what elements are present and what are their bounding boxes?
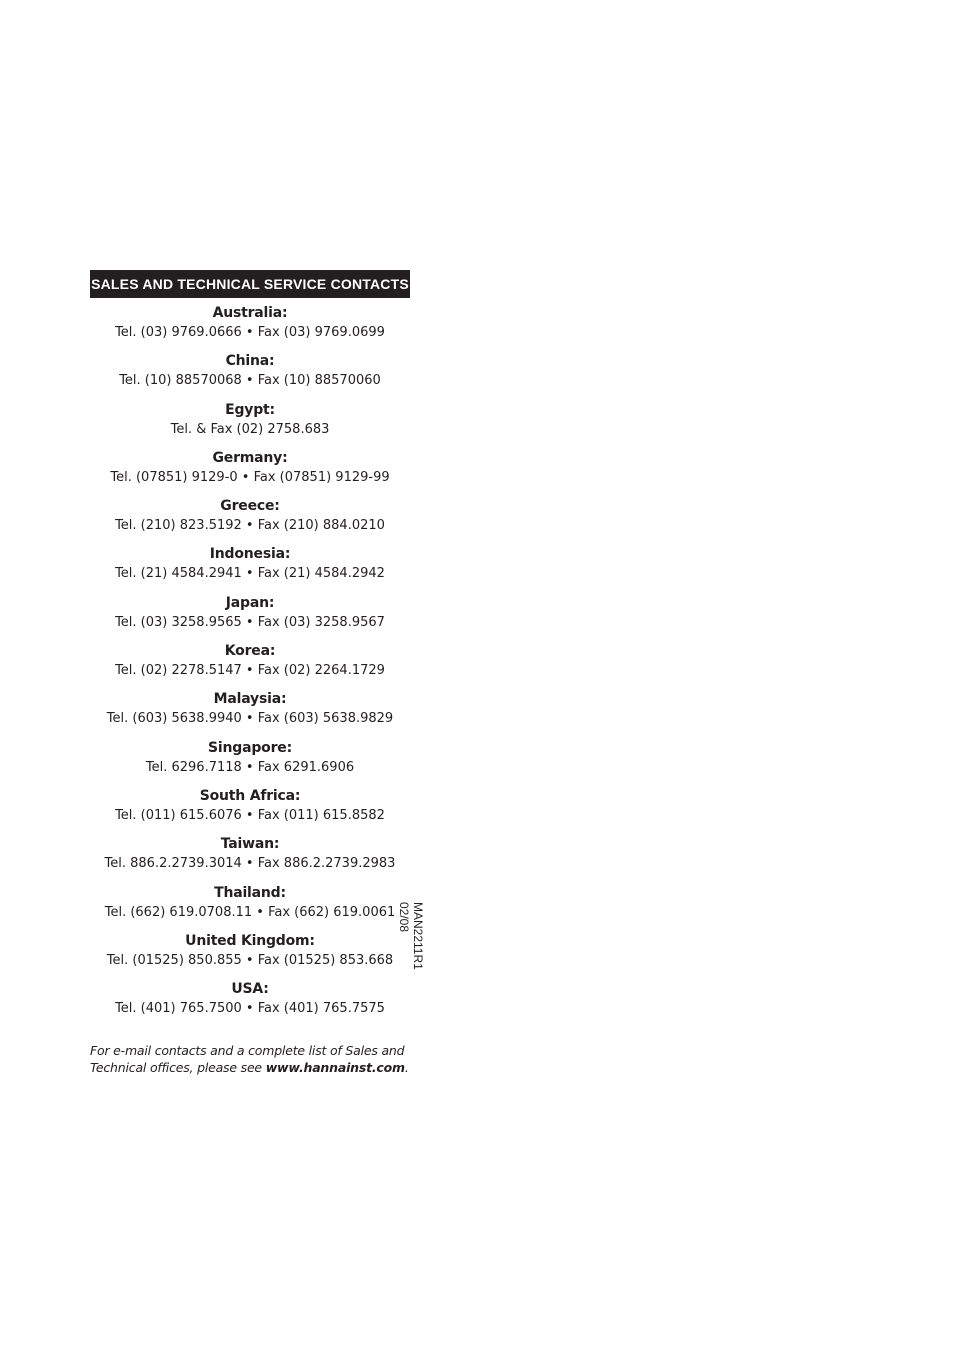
sales-contacts-block: [90, 270, 410, 1028]
contact-numbers: Tel. (03) 9769.0666 • Fax (03) 9769.0699: [115, 325, 385, 340]
footer-period: .: [404, 1060, 409, 1075]
contact-numbers: Tel. (662) 619.0708.11 • Fax (662) 619.0061: [104, 904, 396, 920]
contact-numbers: Tel. (10) 88570068 • Fax (10) 88570060: [119, 373, 381, 389]
country-name: China:: [225, 353, 275, 370]
contact-entry: [90, 642, 410, 690]
contact-numbers: Tel. & Fax (02) 2758.683: [170, 421, 330, 437]
contact-numbers: Tel. (603) 5638.9940 • Fax (603) 5638.9829: [106, 711, 394, 727]
contact-entry: [90, 690, 410, 738]
contact-entry: [90, 835, 410, 883]
country-name: United Kingdom:: [185, 932, 315, 949]
website-link[interactable]: www.hannainst.com: [265, 1060, 405, 1075]
contact-entry: [90, 304, 410, 352]
document-code: [393, 902, 425, 972]
contact-entry: [90, 980, 410, 1028]
country-name: Thailand:: [214, 884, 286, 901]
manual-code: MAN2211R1: [411, 902, 425, 970]
footer-text-line2: Technical offices, please see: [90, 1060, 266, 1075]
country-name: Japan:: [225, 594, 275, 611]
contact-list: [90, 304, 410, 1028]
contact-entry: [90, 787, 410, 835]
country-name: USA:: [231, 981, 269, 998]
contact-entry: [90, 352, 410, 400]
contact-numbers: Tel. (21) 4584.2941 • Fax (21) 4584.2942: [115, 566, 385, 582]
country-name: Taiwan:: [220, 836, 280, 853]
manual-date: 02/08: [397, 902, 411, 933]
contact-entry: [90, 449, 410, 497]
country-name: Korea:: [224, 643, 276, 660]
contact-numbers: Tel. (011) 615.6076 • Fax (011) 615.8582: [115, 807, 385, 823]
contact-numbers: Tel. 6296.7118 • Fax 6291.6906: [145, 759, 355, 775]
contact-entry: [90, 932, 410, 980]
footer-note: [90, 1042, 420, 1076]
contact-numbers: Tel. (401) 765.7500 • Fax (401) 765.7575: [115, 1001, 385, 1017]
contact-numbers: Tel. (210) 823.5192 • Fax (210) 884.0210: [115, 518, 385, 534]
contact-entry: [90, 545, 410, 593]
footer-text-line1: For e-mail contacts and a complete list of Sales and: [90, 1043, 405, 1058]
contact-entry: [90, 497, 410, 545]
contact-numbers: Tel. (03) 3258.9565 • Fax (03) 3258.9567: [115, 614, 385, 630]
country-name: Greece:: [220, 498, 280, 515]
section-heading: SALES AND TECHNICAL SERVICE CONTACTS: [90, 270, 410, 298]
contact-entry: [90, 739, 410, 787]
country-name: Australia:: [212, 305, 288, 321]
contact-entry: [90, 594, 410, 642]
country-name: Egypt:: [225, 401, 275, 418]
contact-numbers: Tel. (01525) 850.855 • Fax (01525) 853.668: [106, 952, 394, 968]
country-name: Germany:: [212, 449, 288, 466]
contact-numbers: Tel. (07851) 9129-0 • Fax (07851) 9129-99: [110, 469, 390, 485]
country-name: Indonesia:: [209, 546, 291, 563]
contact-numbers: Tel. 886.2.2739.3014 • Fax 886.2.2739.2983: [104, 856, 396, 872]
contact-entry: [90, 401, 410, 449]
country-name: Malaysia:: [213, 691, 287, 708]
country-name: South Africa:: [199, 787, 301, 804]
country-name: Singapore:: [208, 739, 292, 756]
contact-numbers: Tel. (02) 2278.5147 • Fax (02) 2264.1729: [115, 663, 385, 679]
contact-entry: [90, 884, 410, 932]
